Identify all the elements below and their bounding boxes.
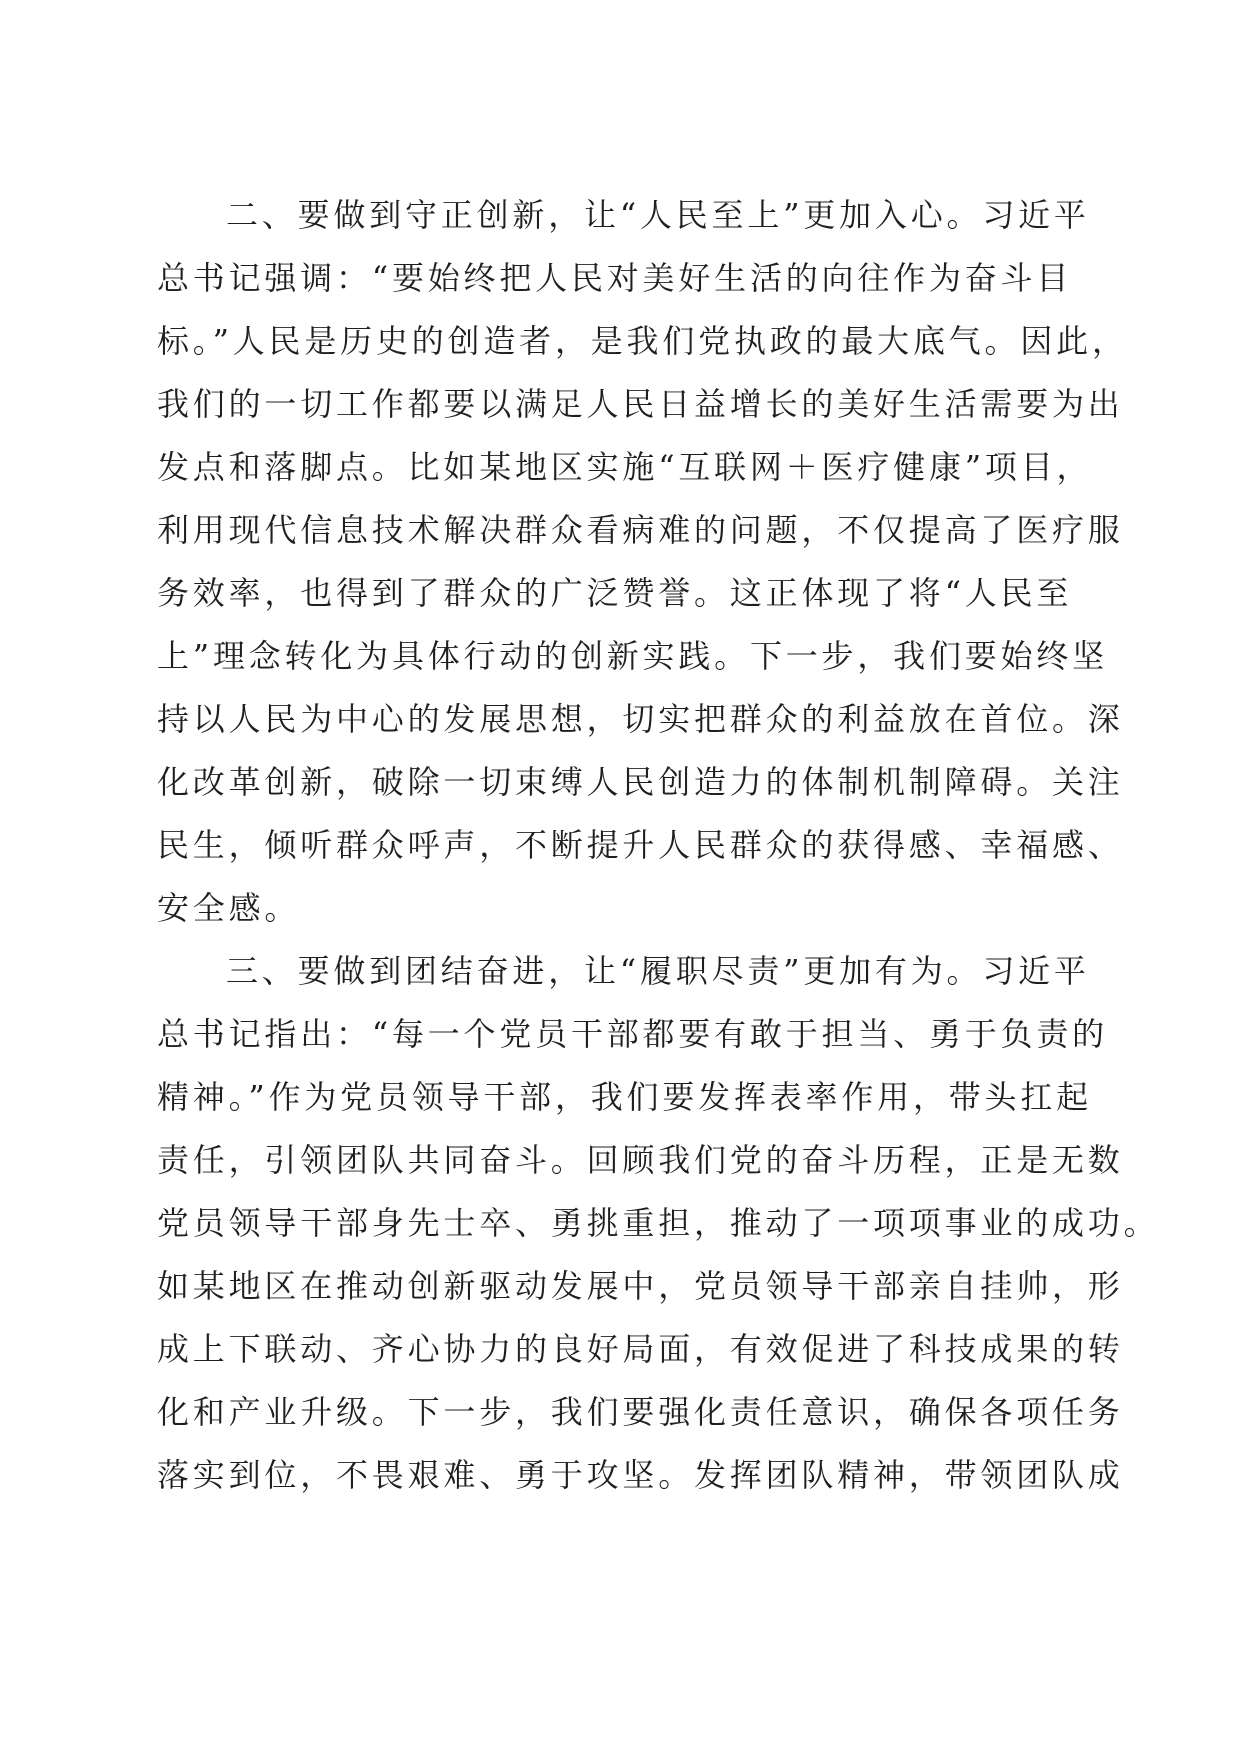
text-line: 我们的一切工作都要以满足人民日益增长的美好生活需要为出	[157, 385, 1124, 423]
text-line: 如某地区在推动创新驱动发展中，党员领导干部亲自挂帅，形	[157, 1267, 1124, 1305]
text-line: 三、要做到团结奋进，让“履职尽责”更加有为。习近平	[226, 952, 1090, 990]
text-line: 标。”人民是历史的创造者，是我们党执政的最大底气。因此，	[157, 322, 1128, 360]
text-line: 持以人民为中心的发展思想，切实把群众的利益放在首位。深	[157, 700, 1124, 738]
text-line: 精神。”作为党员领导干部，我们要发挥表率作用，带头扛起	[157, 1078, 1092, 1116]
text-line: 安全感。	[157, 889, 301, 927]
text-line: 民生，倾听群众呼声，不断提升人民群众的获得感、幸福感、	[157, 826, 1124, 864]
text-line: 党员领导干部身先士卒、勇挑重担，推动了一项项事业的成功。	[157, 1204, 1160, 1242]
text-line: 落实到位，不畏艰难、勇于攻坚。发挥团队精神，带领团队成	[157, 1456, 1124, 1494]
text-line: 成上下联动、齐心协力的良好局面，有效促进了科技成果的转	[157, 1330, 1124, 1368]
text-line: 总书记指出：“每一个党员干部都要有敢于担当、勇于负责的	[157, 1015, 1108, 1053]
text-line: 责任，引领团队共同奋斗。回顾我们党的奋斗历程，正是无数	[157, 1141, 1124, 1179]
text-line: 上”理念转化为具体行动的创新实践。下一步，我们要始终坚	[157, 637, 1108, 675]
text-line: 发点和落脚点。比如某地区实施“互联网＋医疗健康”项目，	[157, 448, 1093, 486]
text-line: 利用现代信息技术解决群众看病难的问题，不仅提高了医疗服	[157, 511, 1124, 549]
text-line: 务效率，也得到了群众的广泛赞誉。这正体现了将“人民至	[157, 574, 1073, 612]
text-line: 化改革创新，破除一切束缚人民创造力的体制机制障碍。关注	[157, 763, 1124, 801]
text-line: 化和产业升级。下一步，我们要强化责任意识，确保各项任务	[157, 1393, 1124, 1431]
text-line: 二、要做到守正创新，让“人民至上”更加入心。习近平	[226, 196, 1090, 234]
text-line: 总书记强调：“要始终把人民对美好生活的向往作为奋斗目	[157, 259, 1073, 297]
